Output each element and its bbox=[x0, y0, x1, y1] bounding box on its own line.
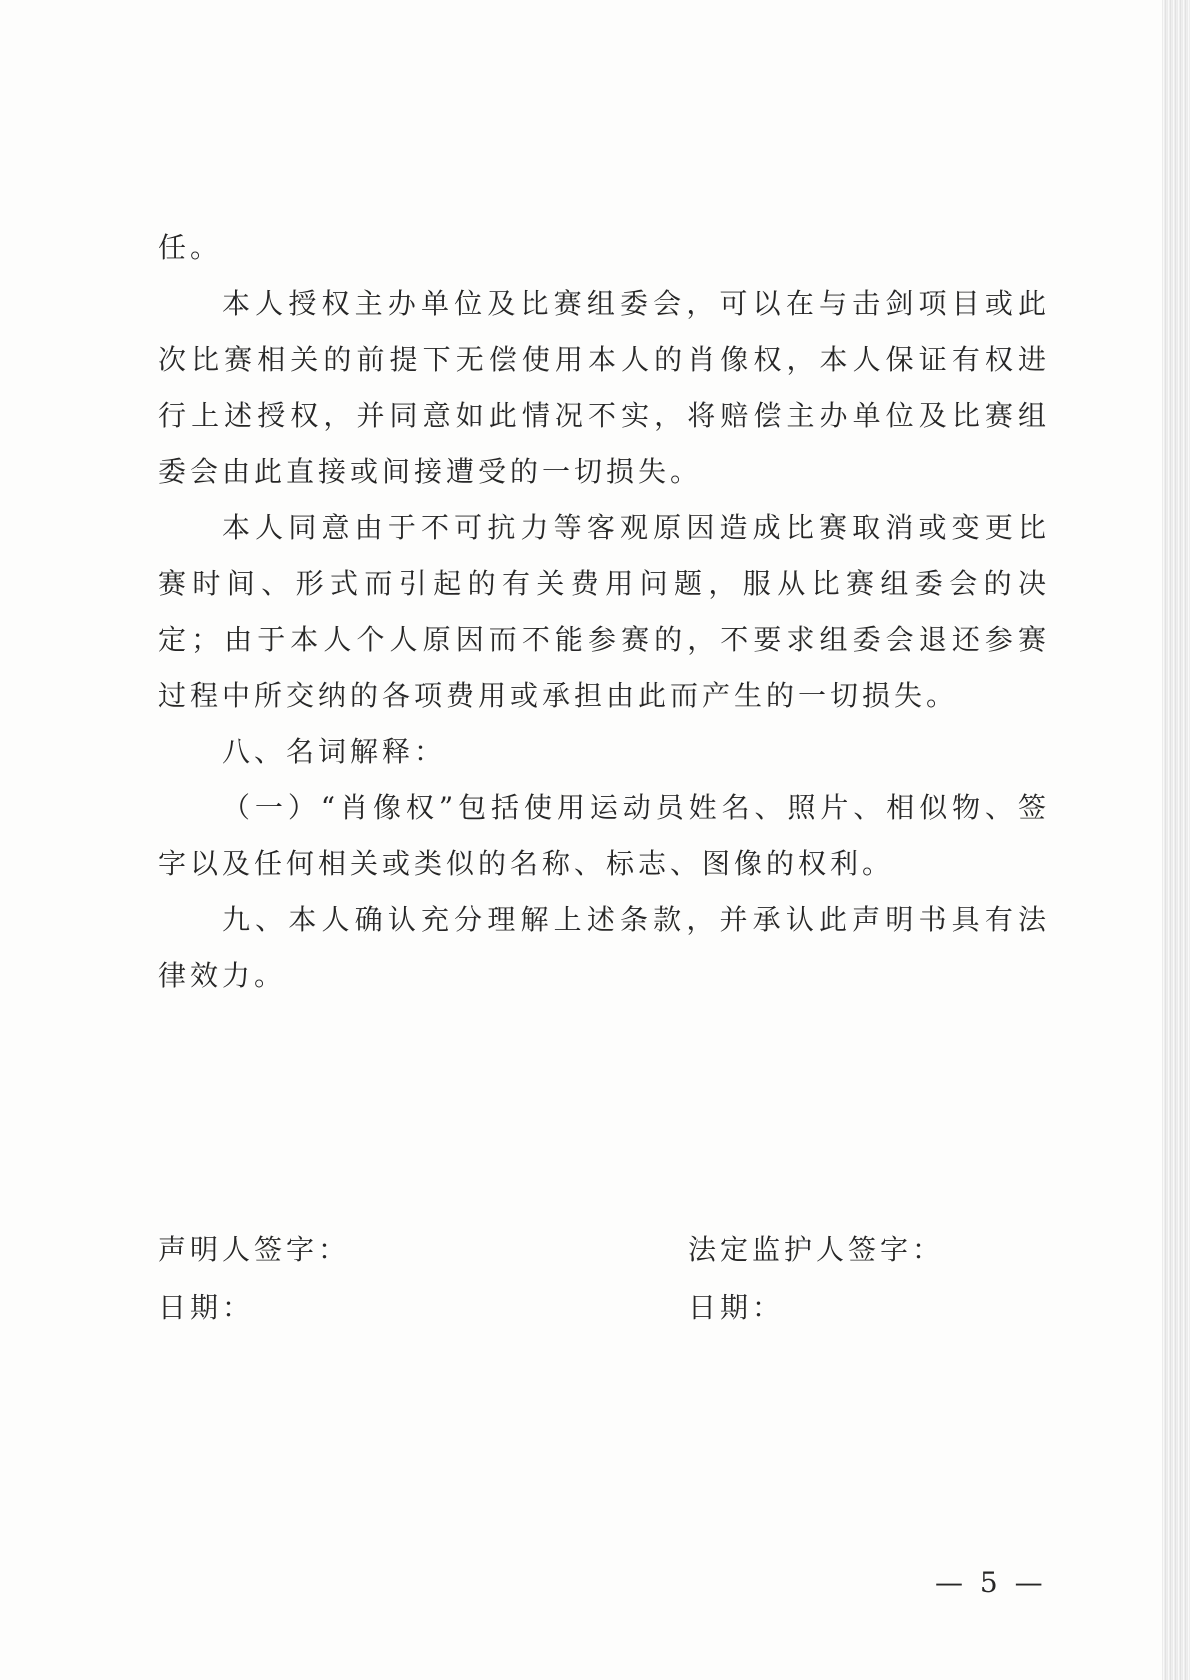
paragraph-continuation: 任。 bbox=[158, 231, 223, 264]
guardian-date-label: 日期： bbox=[688, 1291, 785, 1324]
paragraph-confirmation: 九、本人确认充分理解上述条款，并承认此声明书具有法律效力。 bbox=[158, 903, 1050, 992]
signature-block bbox=[158, 1228, 1050, 1344]
declarant-signature-label: 声明人签字： bbox=[158, 1233, 351, 1266]
paragraph-portrait-authorization: 本人授权主办单位及比赛组委会，可以在与击剑项目或此次比赛相关的前提下无偿使用本人的肖像权，本人保证有权进行上述授权，并同意如此情况不实，将赔偿主办单位及比赛组委会由此直接或间接遭受的一切损失。 bbox=[158, 287, 1050, 488]
date-row bbox=[158, 1286, 1050, 1344]
guardian-signature-label: 法定监护人签字： bbox=[688, 1233, 945, 1266]
paragraph-force-majeure: 本人同意由于不可抗力等客观原因造成比赛取消或变更比赛时间、形式而引起的有关费用问题，服从比赛组委会的决定；由于本人个人原因而不能参赛的，不要求组委会退还参赛过程中所交纳的各项费用或承担由此而产生的一切损失。 bbox=[158, 511, 1050, 712]
section-heading-definitions: 八、名词解释： bbox=[222, 735, 447, 768]
paragraph-portrait-definition: （一）“肖像权”包括使用运动员姓名、照片、相似物、签字以及任何相关或类似的名称、标志、图像的权利。 bbox=[158, 791, 1050, 880]
declarant-date-label: 日期： bbox=[158, 1291, 255, 1324]
signature-row bbox=[158, 1228, 1050, 1286]
page-number: — 5 — bbox=[935, 1566, 1047, 1599]
body-text bbox=[158, 220, 1050, 1004]
scan-edge bbox=[1162, 0, 1190, 1680]
